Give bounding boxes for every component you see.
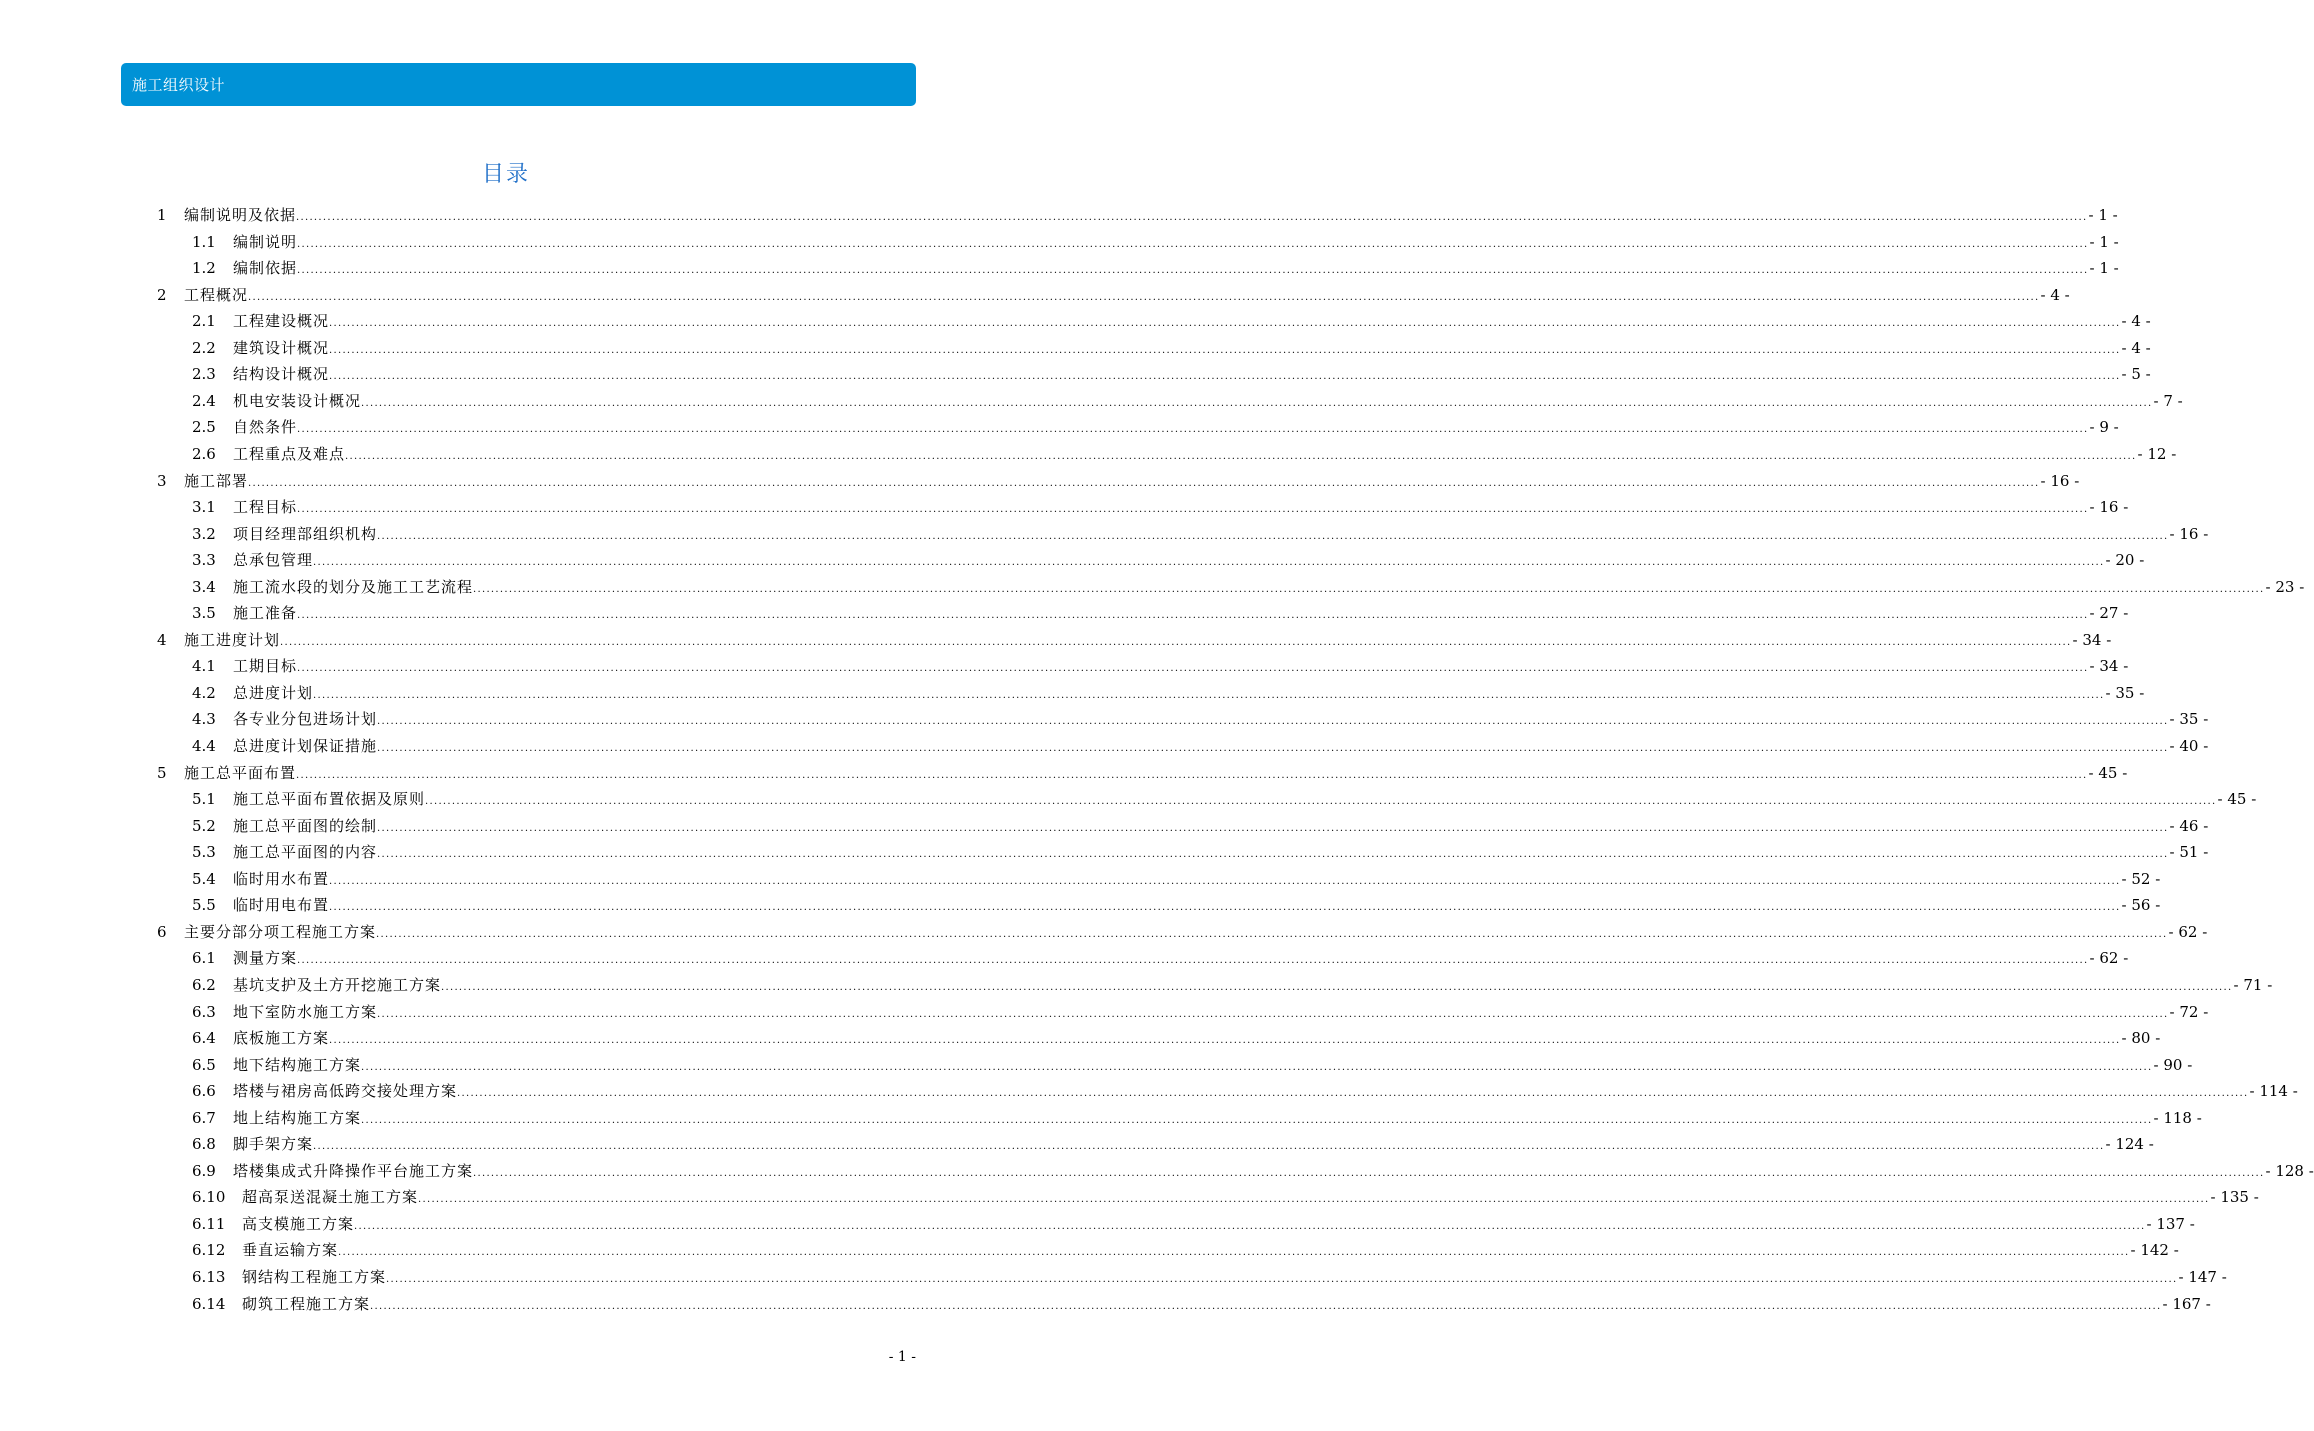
toc-entry-label: 编制说明及依据 [184, 206, 297, 224]
toc-entry-page: - 45 - [2088, 763, 2128, 782]
toc-entry-label: 脚手架方案 [233, 1135, 314, 1154]
toc-entry-number: 6.10 [192, 1188, 226, 1207]
toc-entry-label: 钢结构工程施工方案 [242, 1268, 387, 1286]
toc-dot-leader: ................................................................................................................................................................................................................................................................................................................................................................................................................ [280, 636, 2072, 648]
toc-dot-leader: ................................................................................................................................................................................................................................................................................................................................................................................................................ [329, 371, 2121, 383]
toc-entry[interactable] [0, 229, 2119, 255]
toc-entry-page: - 40 - [2169, 737, 2209, 755]
toc-entry-number: 6.11 [192, 1214, 226, 1233]
toc-dot-leader: ................................................................................................................................................................................................................................................................................................................................................................................................................ [377, 1008, 2169, 1020]
toc-entry-number: 2.4 [192, 391, 216, 410]
toc-entry-page: - 114 - [2249, 1082, 2298, 1101]
toc-entry-label: 塔楼与裙房高低跨交接处理方案 [233, 1082, 458, 1101]
toc-dot-leader: ................................................................................................................................................................................................................................................................................................................................................................................................................ [329, 875, 2121, 887]
toc-entry-page: - 45 - [2217, 790, 2257, 809]
toc-entry-number: 5.4 [192, 869, 216, 888]
toc-entry[interactable] [0, 1078, 2298, 1104]
toc-entry-label: 地下结构施工方案 [233, 1055, 362, 1074]
toc-entry-number: 3.4 [192, 577, 216, 596]
toc-dot-leader: ................................................................................................................................................................................................................................................................................................................................................................................................................ [354, 1220, 2146, 1232]
toc-entry-number: 5.1 [192, 790, 216, 809]
toc-entry-label: 建筑设计概况 [233, 338, 330, 357]
toc-dot-leader: ................................................................................................................................................................................................................................................................................................................................................................................................................ [377, 849, 2169, 861]
toc-entry-number: 5.2 [192, 816, 216, 835]
toc-entry-page: - 35 - [2169, 710, 2209, 729]
toc-dot-leader: ................................................................................................................................................................................................................................................................................................................................................................................................................ [441, 981, 2233, 993]
toc-entry[interactable] [0, 361, 2151, 387]
toc-entry[interactable] [0, 813, 2209, 839]
toc-entry-label: 塔楼集成式升降操作平台施工方案 [233, 1161, 474, 1180]
toc-entry-label: 自然条件 [233, 418, 298, 437]
toc-dot-leader: ................................................................................................................................................................................................................................................................................................................................................................................................................ [377, 743, 2169, 754]
toc-entry-label: 测量方案 [233, 949, 298, 968]
toc-entry-number: 1 [157, 206, 167, 224]
toc-dot-leader: ................................................................................................................................................................................................................................................................................................................................................................................................................ [296, 769, 2088, 781]
toc-entry-number: 6.14 [192, 1294, 226, 1313]
toc-entry-number: 6.7 [192, 1108, 216, 1127]
toc-dot-leader: ................................................................................................................................................................................................................................................................................................................................................................................................................ [361, 1061, 2153, 1073]
toc-entry-page: - 16 - [2169, 524, 2209, 543]
toc-entry[interactable] [0, 1105, 2202, 1131]
toc-dot-leader: ................................................................................................................................................................................................................................................................................................................................................................................................................ [418, 1194, 2210, 1206]
document-header-title: 施工组织设计 [132, 76, 226, 94]
toc-entry-label: 施工部署 [184, 471, 249, 490]
toc-entry[interactable] [0, 574, 2305, 600]
toc-entry-number: 4.1 [192, 657, 216, 676]
toc-entry-label: 工程概况 [184, 285, 249, 304]
toc-entry[interactable] [0, 547, 2145, 573]
toc-dot-leader: ................................................................................................................................................................................................................................................................................................................................................................................................................ [329, 902, 2121, 914]
toc-entry-page: - 147 - [2178, 1268, 2227, 1286]
toc-entry-label: 施工总平面布置 [184, 763, 297, 782]
toc-entry-page: - 1 - [2089, 232, 2119, 251]
toc-entry-label: 垂直运输方案 [242, 1241, 339, 1260]
toc-entry-number: 2 [157, 285, 167, 304]
toc-entry-number: 6.9 [192, 1161, 216, 1180]
toc-entry-label: 结构设计概况 [233, 365, 330, 384]
toc-entry-number: 4.4 [192, 737, 216, 755]
toc-entry[interactable] [0, 866, 2161, 892]
toc-dot-leader: ................................................................................................................................................................................................................................................................................................................................................................................................................ [377, 530, 2169, 542]
toc-dot-leader: ................................................................................................................................................................................................................................................................................................................................................................................................................ [329, 1035, 2121, 1047]
toc-dot-leader: ................................................................................................................................................................................................................................................................................................................................................................................................................ [425, 796, 2217, 808]
toc-entry[interactable] [0, 1237, 2179, 1263]
toc-dot-leader: ................................................................................................................................................................................................................................................................................................................................................................................................................ [473, 583, 2265, 595]
toc-dot-leader: ................................................................................................................................................................................................................................................................................................................................................................................................................ [370, 1300, 2162, 1312]
toc-entry-page: - 23 - [2265, 577, 2305, 596]
toc-entry-label: 工程重点及难点 [233, 444, 346, 463]
toc-entry[interactable] [0, 335, 2151, 361]
toc-entry-page: - 71 - [2233, 975, 2273, 994]
toc-entry-label: 施工流水段的划分及施工工艺流程 [233, 577, 474, 596]
toc-entry[interactable] [0, 680, 2145, 706]
toc-entry-label: 工程目标 [233, 498, 298, 517]
toc-entry-page: - 9 - [2089, 418, 2119, 437]
toc-entry-page: - 4 - [2121, 312, 2151, 331]
toc-dot-leader: ................................................................................................................................................................................................................................................................................................................................................................................................................ [297, 504, 2089, 516]
toc-entry-page: - 118 - [2153, 1108, 2202, 1127]
toc-dot-leader: ................................................................................................................................................................................................................................................................................................................................................................................................................ [313, 689, 2105, 701]
toc-entry-number: 3.3 [192, 551, 216, 570]
toc-entry-page: - 56 - [2121, 896, 2161, 915]
toc-entry[interactable] [0, 706, 2209, 732]
toc-entry-label: 工程建设概况 [233, 312, 330, 331]
toc-entry-label: 机电安装设计概况 [233, 391, 362, 410]
toc-entry-page: - 35 - [2105, 683, 2145, 702]
toc-dot-leader: ................................................................................................................................................................................................................................................................................................................................................................................................................ [313, 1141, 2105, 1153]
toc-entry-number: 4.3 [192, 710, 216, 729]
toc-entry-number: 5 [157, 763, 167, 782]
toc-entry-page: - 7 - [2153, 391, 2183, 410]
toc-entry-label: 编制依据 [233, 259, 298, 278]
toc-entry[interactable] [0, 308, 2151, 334]
toc-entry[interactable] [0, 1211, 2195, 1237]
toc-entry-label: 总进度计划保证措施 [233, 737, 378, 755]
toc-entry[interactable] [0, 999, 2209, 1025]
toc-entry-label: 总承包管理 [233, 551, 314, 570]
toc-dot-leader: ................................................................................................................................................................................................................................................................................................................................................................................................................ [297, 238, 2089, 250]
toc-entry-number: 6.12 [192, 1241, 226, 1260]
document-header-bar [121, 63, 916, 106]
toc-dot-leader: ................................................................................................................................................................................................................................................................................................................................................................................................................ [297, 424, 2089, 436]
toc-entry-label: 总进度计划 [233, 683, 314, 702]
toc-entry[interactable] [0, 760, 2128, 786]
toc-entry-page: - 167 - [2162, 1294, 2211, 1313]
footer-page-number: - 1 - [888, 1349, 916, 1365]
toc-entry-page: - 124 - [2105, 1135, 2154, 1154]
toc-entry-number: 6.4 [192, 1029, 216, 1048]
toc-entry-page: - 20 - [2105, 551, 2145, 570]
toc-entry[interactable] [0, 1184, 2259, 1210]
toc-entry-number: 2.2 [192, 338, 216, 357]
toc-entry-page: - 142 - [2130, 1241, 2179, 1260]
toc-entry[interactable] [0, 600, 2129, 626]
toc-entry-label: 项目经理部组织机构 [233, 524, 378, 543]
toc-entry-number: 4.2 [192, 683, 216, 702]
toc-entry-page: - 137 - [2146, 1214, 2195, 1233]
toc-entry-label: 高支模施工方案 [242, 1214, 355, 1233]
toc-entry-page: - 34 - [2072, 630, 2112, 649]
toc-dot-leader: ................................................................................................................................................................................................................................................................................................................................................................................................................ [296, 212, 2088, 223]
toc-entry-label: 地下室防水施工方案 [233, 1002, 378, 1021]
toc-entry-label: 地上结构施工方案 [233, 1108, 362, 1127]
toc-entry-number: 3.2 [192, 524, 216, 543]
toc-entry-page: - 4 - [2040, 285, 2070, 304]
toc-entry-number: 5.5 [192, 896, 216, 915]
toc-entry-label: 底板施工方案 [233, 1029, 330, 1048]
toc-entry-page: - 90 - [2153, 1055, 2193, 1074]
toc-entry-label: 临时用水布置 [233, 869, 330, 888]
toc-entry-label: 施工总平面图的内容 [233, 843, 378, 862]
toc-dot-leader: ................................................................................................................................................................................................................................................................................................................................................................................................................ [297, 955, 2089, 967]
toc-dot-leader: ................................................................................................................................................................................................................................................................................................................................................................................................................ [313, 557, 2105, 569]
toc-entry[interactable] [0, 839, 2209, 865]
toc-entry[interactable] [0, 972, 2273, 998]
toc-entry-page: - 16 - [2089, 498, 2129, 517]
toc-dot-leader: ................................................................................................................................................................................................................................................................................................................................................................................................................ [377, 822, 2169, 834]
toc-entry-label: 基坑支护及土方开挖施工方案 [233, 975, 442, 994]
toc-dot-leader: ................................................................................................................................................................................................................................................................................................................................................................................................................ [338, 1247, 2130, 1259]
toc-dot-leader: ................................................................................................................................................................................................................................................................................................................................................................................................................ [297, 663, 2089, 675]
toc-dot-leader: ................................................................................................................................................................................................................................................................................................................................................................................................................ [345, 450, 2137, 462]
toc-entry-label: 主要分部分项工程施工方案 [184, 922, 377, 941]
toc-entry[interactable] [0, 1291, 2211, 1317]
toc-entry-page: - 1 - [2089, 259, 2119, 278]
toc-entry-label: 施工准备 [233, 604, 298, 623]
toc-entry-number: 3 [157, 471, 167, 490]
toc-entry-label: 工期目标 [233, 657, 298, 676]
toc-entry-number: 6.3 [192, 1002, 216, 1021]
toc-entry-number: 2.6 [192, 444, 216, 463]
toc-entry-page: - 62 - [2089, 949, 2129, 968]
toc-entry-page: - 46 - [2169, 816, 2209, 835]
toc-dot-leader: ................................................................................................................................................................................................................................................................................................................................................................................................................ [248, 477, 2040, 489]
toc-entry-page: - 5 - [2121, 365, 2151, 384]
toc-entry-number: 5.3 [192, 843, 216, 862]
toc-entry[interactable] [0, 892, 2161, 918]
toc-entry-number: 2.5 [192, 418, 216, 437]
toc-entry-number: 6.13 [192, 1268, 226, 1286]
toc-entry-label: 施工进度计划 [184, 630, 281, 649]
toc-entry[interactable] [0, 1131, 2154, 1157]
toc-dot-leader: ................................................................................................................................................................................................................................................................................................................................................................................................................ [361, 1114, 2153, 1126]
toc-entry[interactable] [0, 282, 2070, 308]
toc-entry-number: 6.1 [192, 949, 216, 968]
toc-entry[interactable] [0, 468, 2080, 494]
toc-entry-number: 1.2 [192, 259, 216, 278]
toc-entry[interactable] [0, 919, 2208, 945]
toc-entry[interactable] [0, 627, 2112, 653]
toc-entry-page: - 80 - [2121, 1029, 2161, 1048]
toc-dot-leader: ................................................................................................................................................................................................................................................................................................................................................................................................................ [329, 318, 2121, 330]
toc-entry[interactable] [0, 441, 2177, 467]
toc-dot-leader: ................................................................................................................................................................................................................................................................................................................................................................................................................ [297, 265, 2089, 277]
toc-entry-number: 3.1 [192, 498, 216, 517]
toc-entry-page: - 128 - [2265, 1161, 2314, 1180]
toc-entry-label: 超高泵送混凝土施工方案 [242, 1188, 419, 1207]
toc-entry-label: 施工总平面图的绘制 [233, 816, 378, 835]
toc-entry[interactable] [0, 494, 2129, 520]
toc-dot-leader: ................................................................................................................................................................................................................................................................................................................................................................................................................ [297, 610, 2089, 622]
toc-entry-page: - 135 - [2210, 1188, 2259, 1207]
toc-entry-number: 6.6 [192, 1082, 216, 1101]
toc-entry-page: - 52 - [2121, 869, 2161, 888]
toc-entry-label: 临时用电布置 [233, 896, 330, 915]
toc-entry[interactable] [0, 1264, 2227, 1290]
toc-entry-page: - 62 - [2168, 922, 2208, 941]
toc-dot-leader: ................................................................................................................................................................................................................................................................................................................................................................................................................ [329, 344, 2121, 356]
toc-entry[interactable] [0, 255, 2119, 281]
toc-title: 目录 [481, 162, 530, 187]
toc-dot-leader: ................................................................................................................................................................................................................................................................................................................................................................................................................ [473, 1167, 2265, 1179]
toc-entry-number: 6.5 [192, 1055, 216, 1074]
toc-entry[interactable] [0, 786, 2257, 812]
toc-entry[interactable] [0, 202, 2118, 228]
toc-entry[interactable] [0, 733, 2209, 759]
toc-entry[interactable] [0, 414, 2119, 440]
toc-entry-page: - 12 - [2137, 444, 2177, 463]
toc-entry-page: - 1 - [2088, 206, 2118, 224]
toc-entry-page: - 27 - [2089, 604, 2129, 623]
toc-entry-label: 砌筑工程施工方案 [242, 1294, 371, 1313]
toc-entry-number: 4 [157, 630, 167, 649]
toc-dot-leader: ................................................................................................................................................................................................................................................................................................................................................................................................................ [377, 716, 2169, 728]
toc-entry-number: 2.1 [192, 312, 216, 331]
toc-entry-number: 1.1 [192, 232, 216, 251]
toc-entry[interactable] [0, 653, 2129, 679]
toc-entry-label: 施工总平面布置依据及原则 [233, 790, 426, 809]
toc-entry[interactable] [0, 945, 2129, 971]
toc-entry-label: 编制说明 [233, 232, 298, 251]
toc-entry-number: 2.3 [192, 365, 216, 384]
toc-dot-leader: ................................................................................................................................................................................................................................................................................................................................................................................................................ [376, 928, 2168, 940]
toc-entry-number: 3.5 [192, 604, 216, 623]
toc-entry[interactable] [0, 521, 2209, 547]
toc-entry-label: 各专业分包进场计划 [233, 710, 378, 729]
toc-dot-leader: ................................................................................................................................................................................................................................................................................................................................................................................................................ [248, 291, 2040, 303]
toc-entry-page: - 51 - [2169, 843, 2209, 862]
toc-entry[interactable] [0, 1025, 2161, 1051]
toc-entry[interactable] [0, 1158, 2314, 1184]
toc-entry-number: 6.8 [192, 1135, 216, 1154]
toc-dot-leader: ................................................................................................................................................................................................................................................................................................................................................................................................................ [386, 1274, 2178, 1285]
toc-entry-number: 6.2 [192, 975, 216, 994]
toc-entry[interactable] [0, 1052, 2193, 1078]
toc-dot-leader: ................................................................................................................................................................................................................................................................................................................................................................................................................ [457, 1088, 2249, 1100]
toc-entry-page: - 34 - [2089, 657, 2129, 676]
toc-entry-page: - 72 - [2169, 1002, 2209, 1021]
toc-entry-page: - 16 - [2040, 471, 2080, 490]
toc-dot-leader: ................................................................................................................................................................................................................................................................................................................................................................................................................ [361, 397, 2153, 409]
toc-entry-number: 6 [157, 922, 167, 941]
toc-entry-page: - 4 - [2121, 338, 2151, 357]
toc-entry[interactable] [0, 388, 2183, 414]
